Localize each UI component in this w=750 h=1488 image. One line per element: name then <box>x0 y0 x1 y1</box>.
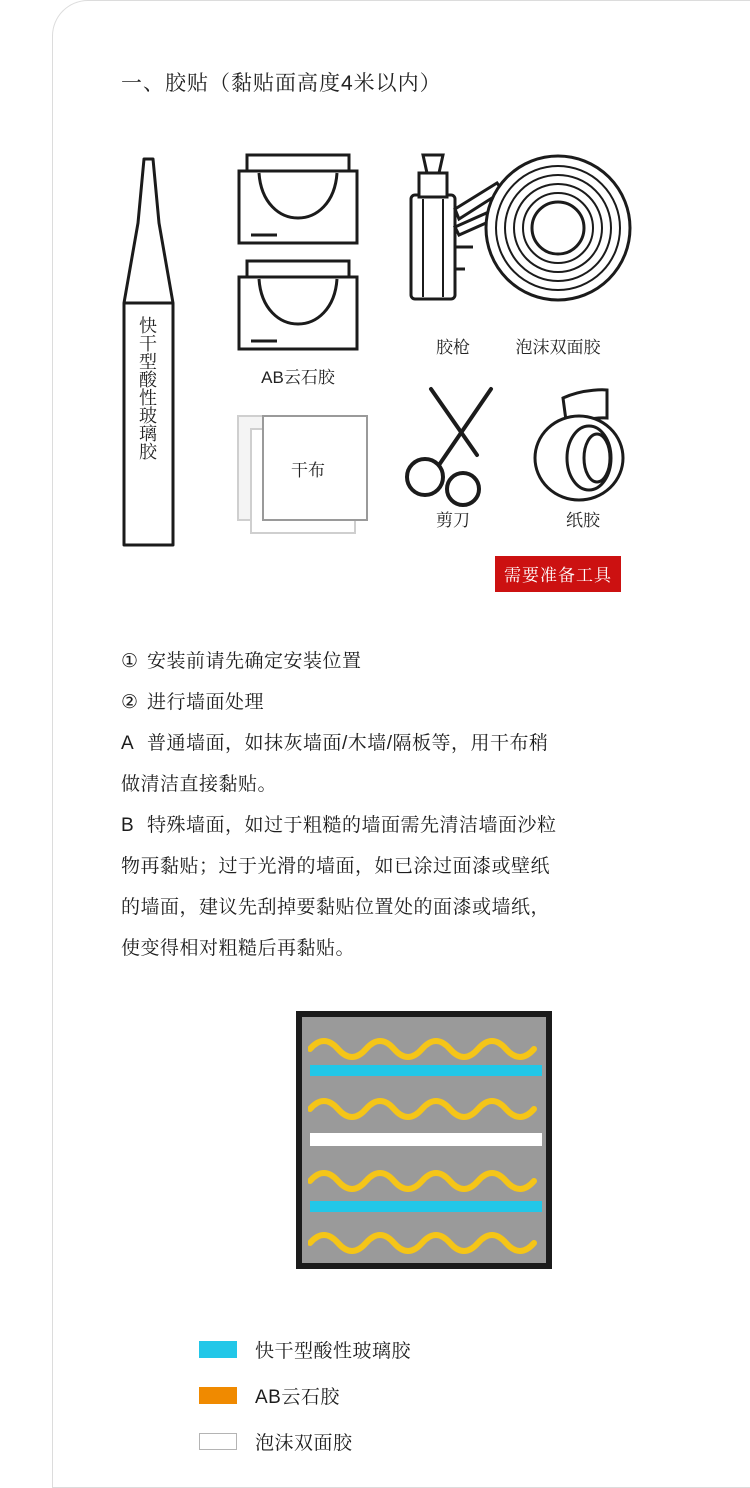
step-line-8: 使变得相对粗糙后再黏贴。 <box>121 938 356 959</box>
step-line-4: 做清洁直接黏贴。 <box>121 774 278 795</box>
legend-swatch-foam-tape <box>199 1433 237 1450</box>
dry-cloth-label: 干布 <box>291 461 325 480</box>
glue-band-blue-1 <box>310 1065 542 1076</box>
step-line-1 <box>121 641 711 682</box>
legend-swatch-glass-glue <box>199 1341 237 1358</box>
glue-band-blue-2 <box>310 1201 542 1212</box>
glue-wave-4 <box>308 1225 544 1259</box>
paper-tape-icon <box>523 386 643 506</box>
scissors-label: 剪刀 <box>436 511 470 530</box>
foam-double-sided-tape-icon <box>483 153 633 303</box>
step-number-3: A <box>121 733 135 754</box>
ab-stone-glue-icon <box>233 147 363 357</box>
glue-wave-3 <box>308 1163 544 1197</box>
legend-label-foam-tape: 泡沫双面胶 <box>255 1432 353 1454</box>
content-card <box>52 0 750 1488</box>
step-line-2 <box>121 682 711 723</box>
paper-tape-label: 纸胶 <box>566 511 600 530</box>
scissors-icon <box>393 381 513 511</box>
step-text-1: 安装前请先确定安装位置 <box>147 651 362 672</box>
step-text-3: 普通墙面，如抹灰墙面/木墙/隔板等，用干布稍 <box>147 733 549 754</box>
step-number-2: ② <box>121 692 139 713</box>
legend-label-glass-glue: 快干型酸性玻璃胶 <box>255 1340 412 1362</box>
step-line-7: 的墙面，建议先刮掉要黏贴位置处的面漆或墙纸， <box>121 897 551 918</box>
wall-application-diagram <box>296 1011 552 1269</box>
legend-item-glass-glue <box>199 1326 629 1372</box>
status-badge: 需要准备工具 <box>495 556 621 592</box>
legend-item-foam-tape <box>199 1418 629 1464</box>
legend-item-ab-stone-glue <box>199 1372 629 1418</box>
step-text-2: 进行墙面处理 <box>147 692 265 713</box>
step-text-5: 特殊墙面，如过于粗糙的墙面需先清洁墙面沙粒 <box>147 815 557 836</box>
glue-wave-1 <box>308 1031 544 1065</box>
tools-illustration <box>53 141 750 585</box>
ab-stone-glue-label: AB云石胶 <box>261 368 335 387</box>
step-number-5: B <box>121 815 135 836</box>
step-number-1: ① <box>121 651 139 672</box>
step-line-5 <box>121 805 711 846</box>
glue-gun-label: 胶枪 <box>436 338 470 357</box>
instructions-block <box>121 641 711 969</box>
page-title: 一、胶贴（黏贴面高度4米以内） <box>121 72 442 95</box>
step-line-6: 物再黏贴；过于光滑的墙面，如已涂过面漆或壁纸 <box>121 856 551 877</box>
legend-label-ab-stone-glue: AB云石胶 <box>255 1386 340 1408</box>
tape-band-white <box>310 1133 542 1146</box>
step-line-3 <box>121 723 711 764</box>
legend <box>199 1326 629 1464</box>
foam-double-sided-tape-label: 泡沫双面胶 <box>515 338 601 357</box>
glue-tube-label: 快干型酸性玻璃胶 <box>137 316 157 460</box>
glue-wave-2 <box>308 1091 544 1125</box>
legend-swatch-ab-stone-glue <box>199 1387 237 1404</box>
